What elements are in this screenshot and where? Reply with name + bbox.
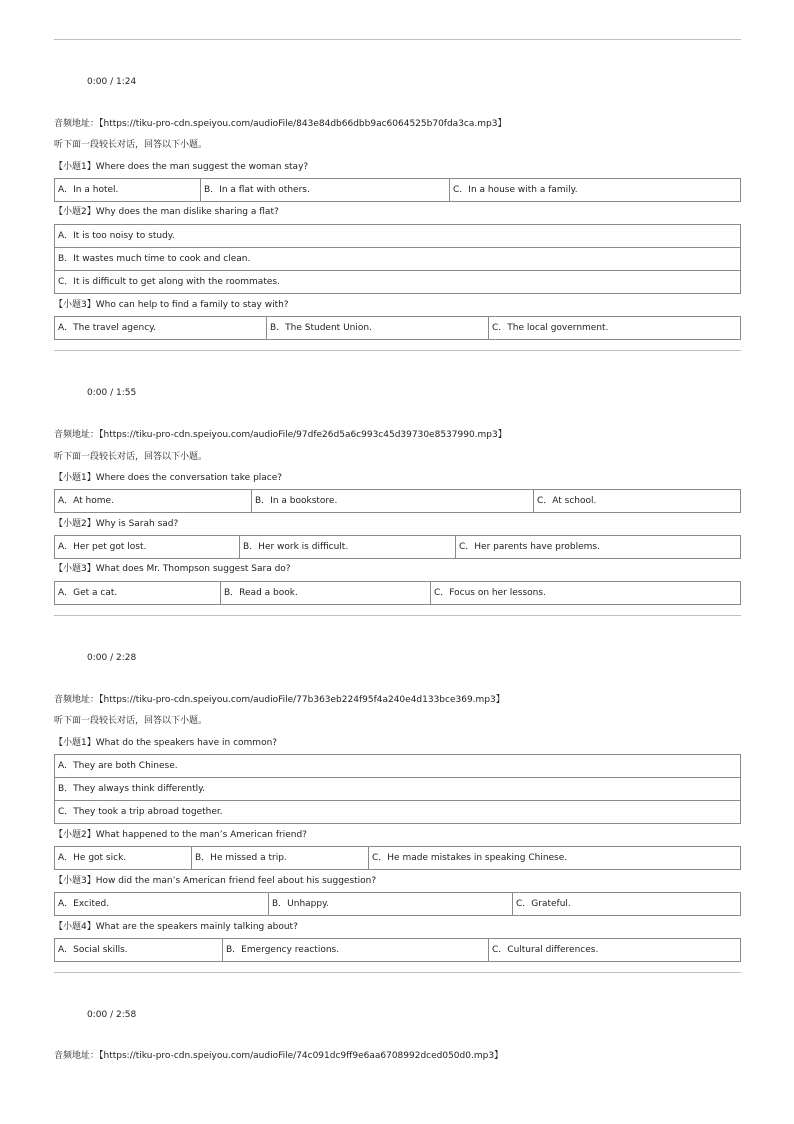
- option-a: A．Get a cat.: [58, 588, 118, 598]
- audio-time[interactable]: 0:00 / 1:24: [87, 77, 137, 87]
- option-a: A．It is too noisy to study.: [58, 231, 175, 241]
- audio-url[interactable]: 【https://tiku-pro-cdn.speiyou.com/audioFile/77b363eb224f95f4a240e4d133bce369.mp3】: [99, 695, 505, 705]
- audio-time[interactable]: 0:00 / 2:28: [87, 653, 137, 663]
- option-a: A．Social skills.: [58, 945, 128, 955]
- question-1: 【小题1】What do the speakers have in common?: [54, 738, 278, 748]
- options-row: [54, 581, 741, 605]
- option-b-row: [54, 247, 741, 270]
- question-2: 【小题2】What happened to the man’s American friend?: [54, 830, 307, 840]
- option-b-row: [54, 777, 741, 800]
- question-1: 【小题1】Where does the conversation take place?: [54, 473, 283, 483]
- question-4: 【小题4】What are the speakers mainly talking about?: [54, 922, 298, 932]
- question-3: 【小题3】What does Mr. Thompson suggest Sara do?: [54, 564, 291, 574]
- option-a-row: [54, 224, 741, 247]
- dialogue-intro: 听下面一段较长对话，回答以下小题。: [54, 716, 208, 726]
- options-row: [54, 938, 741, 962]
- option-c: C．Cultural differences.: [488, 939, 740, 961]
- audio-label: 音频地址：: [54, 430, 100, 440]
- option-c: C．It is difficult to get along with the roommates.: [58, 277, 280, 287]
- options-row: [54, 489, 741, 513]
- options-row: [54, 846, 741, 870]
- option-a: A．At home.: [58, 496, 114, 506]
- option-b: B．Read a book.: [220, 582, 430, 604]
- option-c: C．The local government.: [488, 317, 740, 339]
- option-c-row: [54, 800, 741, 824]
- option-c: C．He made mistakes in speaking Chinese.: [368, 847, 740, 869]
- audio-url-line[interactable]: [54, 694, 505, 706]
- option-c: C．Grateful.: [512, 893, 740, 915]
- audio-url[interactable]: 【https://tiku-pro-cdn.speiyou.com/audioFile/843e84db66dbb9ac6064525b70fda3ca.mp3】: [99, 119, 507, 129]
- option-c: C．In a house with a family.: [449, 179, 740, 201]
- dialogue-intro: 听下面一段较长对话，回答以下小题。: [54, 140, 208, 150]
- option-b: B．The Student Union.: [266, 317, 488, 339]
- option-c: C．They took a trip abroad together.: [58, 807, 223, 817]
- option-a: A．They are both Chinese.: [58, 761, 178, 771]
- option-c: C．Focus on her lessons.: [430, 582, 740, 604]
- divider: [54, 972, 741, 973]
- question-1: 【小题1】Where does the man suggest the woman stay?: [54, 162, 309, 172]
- audio-label: 音频地址：: [54, 1051, 100, 1061]
- option-b: B．Emergency reactions.: [222, 939, 488, 961]
- option-a: A．Her pet got lost.: [58, 542, 147, 552]
- option-b: B．They always think differently.: [58, 784, 206, 794]
- audio-url[interactable]: 【https://tiku-pro-cdn.speiyou.com/audioFile/97dfe26d5a6c993c45d39730e8537990.mp3】: [99, 430, 507, 440]
- option-a-row: [54, 754, 741, 777]
- audio-url-line[interactable]: [54, 118, 506, 130]
- audio-url[interactable]: 【https://tiku-pro-cdn.speiyou.com/audioFile/74c091dc9ff9e6aa6708992dced050d0.mp3】: [99, 1051, 504, 1061]
- option-a: A．The travel agency.: [58, 323, 157, 333]
- divider: [54, 39, 741, 40]
- question-2: 【小题2】Why does the man dislike sharing a flat?: [54, 207, 279, 217]
- dialogue-intro: 听下面一段较长对话，回答以下小题。: [54, 452, 208, 462]
- options-row: [54, 535, 741, 559]
- options-row: [54, 178, 741, 202]
- audio-label: 音频地址：: [54, 119, 100, 129]
- option-b: B．He missed a trip.: [191, 847, 368, 869]
- question-3: 【小题3】Who can help to find a family to stay with?: [54, 300, 289, 310]
- option-a: A．In a hotel.: [58, 185, 119, 195]
- audio-url-line[interactable]: [54, 1050, 503, 1062]
- option-c-row: [54, 270, 741, 294]
- audio-time[interactable]: 0:00 / 2:58: [87, 1010, 137, 1020]
- divider: [54, 615, 741, 616]
- question-3: 【小题3】How did the man’s American friend feel about his suggestion?: [54, 876, 377, 886]
- audio-label: 音频地址：: [54, 695, 100, 705]
- option-b: B．It wastes much time to cook and clean.: [58, 254, 251, 264]
- option-b: B．Unhappy.: [268, 893, 512, 915]
- question-2: 【小题2】Why is Sarah sad?: [54, 519, 179, 529]
- option-b: B．In a bookstore.: [251, 490, 533, 512]
- audio-url-line[interactable]: [54, 429, 507, 441]
- option-c: C．Her parents have problems.: [455, 536, 740, 558]
- audio-time[interactable]: 0:00 / 1:55: [87, 388, 137, 398]
- option-b: B．In a flat with others.: [200, 179, 449, 201]
- option-b: B．Her work is difficult.: [239, 536, 455, 558]
- divider: [54, 350, 741, 351]
- options-row: [54, 316, 741, 340]
- option-c: C．At school.: [533, 490, 740, 512]
- option-a: A．He got sick.: [58, 853, 127, 863]
- options-row: [54, 892, 741, 916]
- option-a: A．Excited.: [58, 899, 110, 909]
